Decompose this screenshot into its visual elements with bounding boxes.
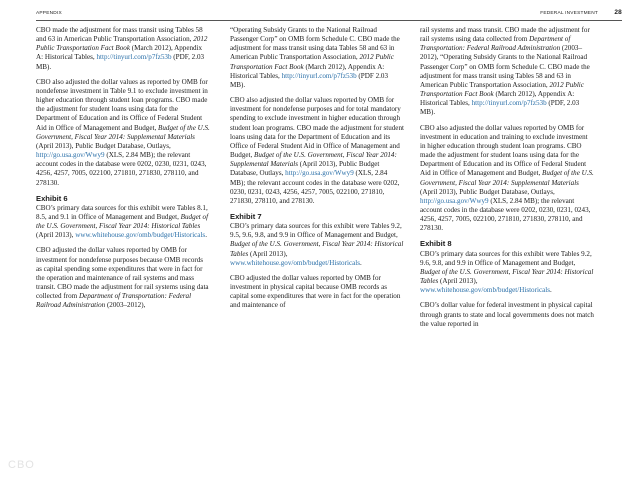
paragraph-student-loans-adjustment: CBO also adjusted the dollar values reported by OMB for investment for nondefense purposes and for total mandatory spending to exclude investment in higher education through student loan programs. CBO made the adjustment for student loans using data for the Department of Education and its Office of Federal Student Aid in Office of Management and Budget, Budget of the U.S. Government, Fiscal Year 2014: Supplemental Materials (April 2013), Public Budget Database, Outlays, http://go.usa.gov/Wwy9 (XLS, 2.84 MB); the relevant account codes in the database were 0202, 0230, 0231, 0243, 4256, 4257, 7005, 022100, 271810, 271830, 278110, and 278130.	[230, 96, 404, 205]
running-header	[36, 6, 622, 21]
source-link[interactable]: http://go.usa.gov/Wwy9	[420, 196, 489, 205]
cbo-watermark-logo: CBO	[8, 459, 35, 471]
header-section-label: APPENDIX	[36, 11, 62, 16]
paragraph-operating-subsidy: “Operating Subsidy Grants to the National Railroad Passenger Corp” on OMB form Schedule C. CBO made the adjustment for mass transit using data Tables 58 and 63 in American Public Transportation Association, 2012 Public Transportation Fact Book (March 2012), Appendix A: Historical Tables, http://tinyurl.com/p7fz53b (PDF 2.03 MB).	[230, 26, 400, 89]
header-report-title: FEDERAL INVESTMENT	[540, 11, 598, 16]
paragraph-student-loans-adjustment: CBO also adjusted the dollar values as reported by OMB for nondefense investment in Table 9.1 to exclude investment in higher education through student loan programs. CBO made the adjustment for student loans using data for the Department of Education and its Office of Federal Student Aid in Office of Management and Budget, Budget of the U.S. Government, Fiscal Year 2014: Supplemental Materials (April 2013), Public Budget Database, Outlays, http://go.usa.gov/Wwy9 (XLS, 2.84 MB); the relevant account codes in the database were 0202, 0230, 0231, 0243, 4256, 4257, 7005, 022100, 271810, 271830, 278110, and 278130.	[36, 77, 210, 187]
paragraph-physical-capital-adjustment: CBO adjusted the dollar values reported by OMB for investment in physical capital because OMB records as capital some expenditures that were in fact for the operation and maintenance of	[230, 273, 401, 310]
page-number: 28	[614, 9, 622, 16]
source-link[interactable]: http://tinyurl.com/p7fz53b	[471, 99, 547, 108]
source-link[interactable]: http://go.usa.gov/Wwy9	[36, 151, 105, 160]
source-link[interactable]: http://go.usa.gov/Wwy9	[285, 169, 354, 178]
exhibit-8-heading: Exhibit 8	[420, 239, 452, 249]
text-column-3	[420, 26, 594, 335]
exhibit-6-heading: Exhibit 6	[36, 193, 68, 203]
source-link[interactable]: www.whitehouse.gov/omb/budget/Historicals	[75, 231, 206, 240]
text-column-2	[230, 26, 404, 317]
paragraph-rail-adjustment: CBO adjusted the dollar values reported by OMB for investment for nondefense purposes because OMB records as capital spending some expenditures that were in fact for the operation and maintenance of rail systems and mass transit. CBO made the adjustment for rail systems using data collected from Department of Transportation: Federal Railroad Administration (2003–2012),	[36, 246, 209, 310]
paragraph-exhibit-7-sources: CBO’s primary data sources for this exhibit were Tables 9.2, 9.5, 9.6, 9.8, and 9.9 in Office of Management and Budget, Budget of the U.S. Government, Fiscal Year 2014: Historical Tables (April 2013), www.whitehouse.gov/omb/budget/Historicals.	[230, 222, 404, 267]
source-link[interactable]: www.whitehouse.gov/omb/budget/Historicals	[230, 258, 360, 267]
paragraph-exhibit-8-sources: CBO’s primary data sources for this exhibit were Tables 9.2, 9.6, 9.8, and 9.9 in Office of Management and Budget, Budget of the U.S. Government, Fiscal Year 2014: Historical Tables (April 2013), www.whitehouse.gov/omb/budget/Historicals.	[420, 249, 594, 295]
paragraph-exhibit-6-sources: CBO’s primary data sources for this exhibit were Tables 8.1, 8.5, and 9.1 in Office of Management and Budget, Budget of the U.S. Government, Fiscal Year 2014: Historical Tables (April 2013), www.whitehouse.gov/omb/budget/Historicals.	[36, 203, 209, 240]
paragraph-mass-transit-adjustment: CBO made the adjustment for mass transit using Tables 58 and 63 in American Public Transportation Association, 2012 Public Transportation Fact Book (March 2012), Appendix A: Historical Tables, http://tinyurl.com/p7fz53b (PDF, 2.03 MB).	[36, 26, 208, 71]
paragraph-rail-mass-transit: rail systems and mass transit. CBO made the adjustment for rail systems using data collected from Department of Transportation: Federal Railroad Administration (2003–2012), “Operating Subsidy Grants to the National Railroad Passenger Corp” on OMB form Schedule C. CBO made the adjustment for mass transit using Tables 58 and 63 in American Public Transportation Association, 2012 Public Transportation Fact Book (March 2012), Appendix A: Historical Tables, http://tinyurl.com/p7fz53b (PDF, 2.03 MB).	[420, 26, 590, 117]
source-link[interactable]: http://tinyurl.com/p7fz53b	[96, 53, 172, 62]
source-link[interactable]: http://tinyurl.com/p7fz53b	[281, 71, 357, 80]
text-column-1	[36, 26, 210, 317]
paragraph-education-training-adjustment: CBO also adjusted the dollar values reported by OMB for investment in education and training to exclude investment in higher education through student loan programs. CBO made the adjustment for student loans using data for the Department of Education and its Office of Federal Student Aid in Office of Management and Budget, Budget of the U.S. Government, Fiscal Year 2014: Supplemental Materials (April 2013), Public Budget Database, Outlays, http://go.usa.gov/Wwy9 (XLS, 2.84 MB); the relevant account codes in the database were 0202, 0230, 0231, 0243, 4256, 4257, 7005, 022100, 271810, 271830, 278110, and 278130.	[420, 123, 594, 233]
source-link[interactable]: www.whitehouse.gov/omb/budget/Historicals	[420, 286, 550, 295]
paragraph-grants-physical-capital: CBO’s dollar value for federal investment in physical capital through grants to state and local governments does not match the value reported in	[420, 301, 594, 328]
exhibit-7-heading: Exhibit 7	[230, 211, 262, 221]
